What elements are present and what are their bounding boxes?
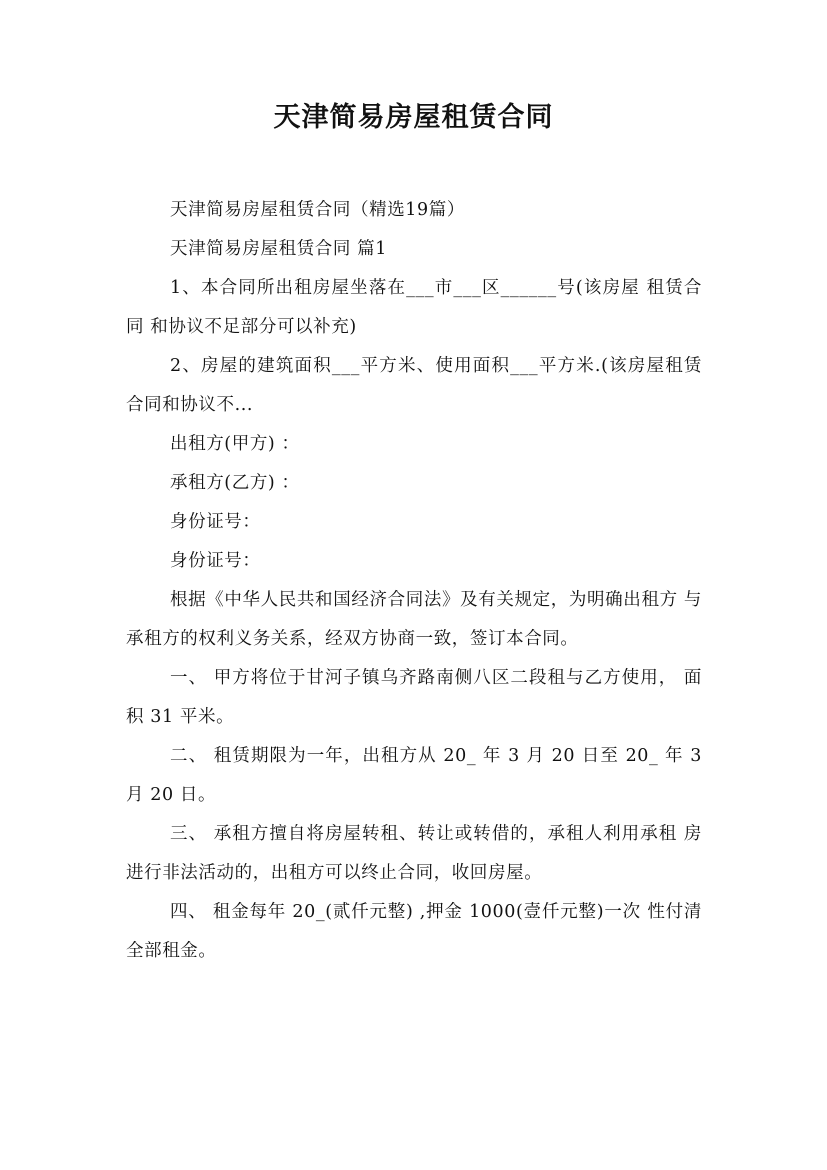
paragraph-section-heading: 天津简易房屋租赁合同 篇1 — [170, 239, 387, 259]
paragraph-clause-2: 2、房屋的建筑面积___平方米、使用面积___平方米.(该房屋租赁合同和协议不... — [126, 356, 702, 415]
paragraph-subtitle: 天津简易房屋租赁合同（精选19篇） — [170, 200, 465, 220]
paragraph-id-number-1: 身份证号： — [170, 512, 261, 532]
paragraph-clause-1: 1、本合同所出租房屋坐落在___市___区______号(该房屋 租赁合同 和协议不足部分可以补充) — [126, 278, 702, 337]
paragraph-preamble: 根据《中华人民共和国经济合同法》及有关规定，为明确出租方 与承租方的权利义务关系，经双方协商一致，签订本合同。 — [126, 590, 702, 649]
paragraph-lessee: 承租方(乙方) ： — [170, 473, 300, 493]
document-body — [126, 191, 702, 971]
paragraph-lessor: 出租方(甲方) ： — [170, 434, 300, 454]
paragraph-article-1: 一、 甲方将位于甘河子镇乌齐路南侧八区二段租与乙方使用， 面积 31 平米。 — [126, 668, 702, 727]
paragraph-id-number-2: 身份证号： — [170, 551, 261, 571]
document-title: 天津简易房屋租赁合同 — [273, 102, 554, 133]
paragraph-article-2: 二、 租赁期限为一年，出租方从 20_ 年 3 月 20 日至 20_ 年 3 月 20 日。 — [126, 746, 702, 805]
paragraph-article-3: 三、 承租方擅自将房屋转租、转让或转借的，承租人利用承租 房进行非法活动的，出租方可以终止合同，收回房屋。 — [126, 824, 702, 883]
paragraph-article-4: 四、 租金每年 20_(贰仟元整) ,押金 1000(壹仟元整)一次 性付清全部租金。 — [126, 902, 702, 961]
